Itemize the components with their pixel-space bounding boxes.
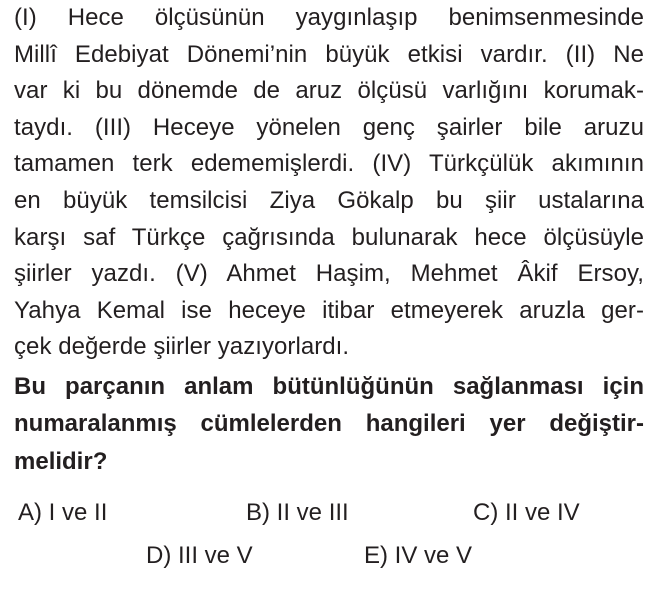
option-d[interactable]: D) III ve V (146, 542, 253, 569)
prompt-line: Bu parçanın anlam bütünlüğünün sağlanması için (14, 372, 644, 400)
passage-line: var ki bu dönemde de aruz ölçüsü varlığını korumak- (14, 77, 644, 105)
option-b[interactable]: B) II ve III (246, 499, 349, 526)
passage-line: en büyük temsilcisi Ziya Gökalp bu şiir ustalarına (14, 186, 644, 214)
passage-line: tamamen terk edememişlerdi. (IV) Türkçülük akımının (14, 150, 644, 178)
option-c[interactable]: C) II ve IV (473, 499, 580, 526)
option-a[interactable]: A) I ve II (18, 499, 108, 526)
prompt-line: melidir? (14, 447, 108, 475)
option-e[interactable]: E) IV ve V (364, 542, 473, 569)
passage-line: şiirler yazdı. (V) Ahmet Haşim, Mehmet Âkif Ersoy, (14, 260, 644, 288)
passage-line: Millî Edebiyat Dönemi’nin büyük etkisi vardır. (II) Ne (14, 40, 644, 68)
passage-line: taydı. (III) Heceye yönelen genç şairler bile aruzu (14, 113, 644, 141)
passage-line: çek değerde şiirler yazıyorlardı. (14, 333, 350, 361)
prompt-line: numaralanmış cümlelerden hangileri yer değiştir- (14, 410, 644, 438)
passage-line: Yahya Kemal ise heceye itibar etmeyerek aruzla ger- (14, 296, 644, 324)
passage-line: karşı saf Türkçe çağrısında bulunarak hece ölçüsüyle (14, 223, 644, 251)
passage-line: (I) Hece ölçüsünün yaygınlaşıp benimsenmesinde (14, 4, 644, 31)
